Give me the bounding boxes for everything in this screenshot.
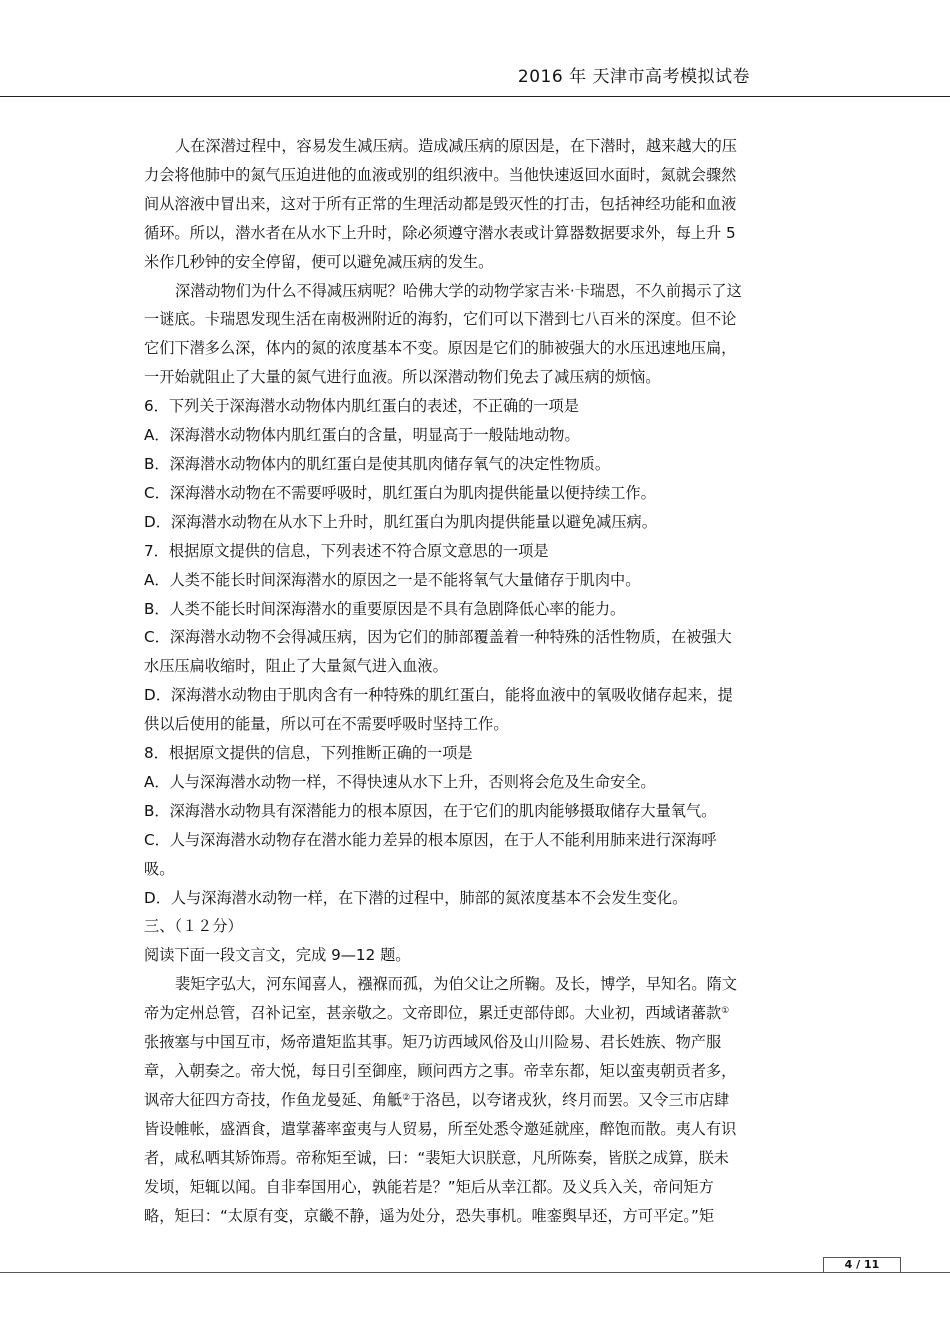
classical-text-fragment: 于洛邑，以夸诸戎狄，终月而罢。又令三市店肆 [410,1090,730,1109]
question-7-option-a: A．人类不能长时间深海潜水的原因之一是不能将氧气大量储存于肌肉中。 [144,570,641,589]
classical-text-line: 发顷，矩辄以闻。自非奉国用心，孰能若是？”矩后从幸江都。及义兵入关，帝问矩方 [144,1177,714,1196]
question-8-stem: 8．根据原文提供的信息，下列推断正确的一项是 [144,744,473,763]
paragraph-2-line: 它们下潜多么深，体内的氮的浓度基本不变。原因是它们的肺被强大的水压迅速地压扁， [144,339,737,358]
question-7-option-b: B．人类不能长时间深海潜水的重要原因是不具有急剧降低心率的能力。 [144,599,626,618]
question-7-option-d-cont: 供以后使用的能量，所以可在不需要呼吸时坚持工作。 [144,715,509,734]
question-6-stem: 6．下列关于深海潜水动物体内肌红蛋白的表述，不正确的一项是 [144,397,579,416]
section-3-heading: 三、（１２分） [144,917,243,936]
classical-text-line [144,999,804,1028]
question-6-option-c: C．深海潜水动物在不需要呼吸时，肌红蛋白为肌肉提供能量以便持续工作。 [144,483,656,502]
classical-text-line: 者，咸私哂其矫饰焉。帝称矩至诚，曰：“裴矩大识朕意，凡所陈奏，皆朕之成算，朕未 [144,1148,729,1167]
question-6-option-a: A．深海潜水动物体内肌红蛋白的含量，明显高于一般陆地动物。 [144,426,580,445]
classical-text-line: 裴矩字弘大，河东闻喜人，襁褓而孤，为伯父让之所鞠。及长，博学，早知名。隋文 [175,975,737,994]
footnote-marker-2: ② [402,1092,411,1103]
question-6-option-d: D．深海潜水动物在从水下上升时，肌红蛋白为肌肉提供能量以避免减压病。 [144,512,657,531]
footnote-marker-1: ① [721,1006,730,1017]
classical-text-fragment: 讽帝大征四方奇技，作鱼龙曼延、角觝 [144,1090,403,1109]
paragraph-2-line: 一谜底。卡瑞恩发现生活在南极洲附近的海豹，它们可以下潜到七八百米的深度。但不论 [144,310,737,329]
question-8-option-d: D．人与深海潜水动物一样，在下潜的过程中，肺部的氮浓度基本不会发生变化。 [144,888,688,907]
paragraph-1-line: 人在深潜过程中，容易发生减压病。造成减压病的原因是，在下潜时，越来越大的压 [175,137,737,155]
paragraph-2-line: 一开始就阻止了大量的氮气进行血液。所以深潜动物们免去了减压病的烦恼。 [144,368,661,387]
paragraph-1-line: 间从溶液中冒出来，这对于所有正常的生理活动都是毁灭性的打击，包括神经功能和血液 [144,194,737,213]
question-8-option-c-cont: 吸。 [144,859,175,878]
header-rule [0,96,950,97]
document-body [144,132,804,1230]
question-6-option-b: B．深海潜水动物体内的肌红蛋白是使其肌肉储存氧气的决定性物质。 [144,454,611,473]
question-8-option-c: C．人与深海潜水动物存在潜水能力差异的根本原因，在于人不能利用肺来进行深海呼 [144,830,717,849]
question-8-option-a: A．人与深海潜水动物一样，不得快速从水下上升，否则将会危及生命安全。 [144,772,656,791]
paragraph-1-line: 循环。所以，潜水者在从水下上升时，除必须遵守潜水表或计算器数据要求外，每上升 5 [144,223,736,242]
page-number: 4 / 11 [823,1257,901,1272]
question-7-option-d: D．深海潜水动物由于肌肉含有一种特殊的肌红蛋白，能将血液中的氧吸收储存起来，提 [144,686,733,705]
classical-text-line: 略，矩曰：“太原有变，京畿不静，遥为处分，恐失事机。唯銮舆早还，方可平定。”矩 [144,1206,715,1225]
question-7-option-c-cont: 水压压扁收缩时，阻止了大量氮气进入血液。 [144,657,448,676]
question-8-option-b: B．深海潜水动物具有深潜能力的根本原因，在于它们的肌肉能够摄取储存大量氧气。 [144,801,717,820]
paragraph-2-line: 深潜动物们为什么不得减压病呢？哈佛大学的动物学家吉米·卡瑞恩，不久前揭示了这 [175,281,742,300]
classical-text-fragment: 帝为定州总管，召补记室，甚亲敬之。文帝即位，累迁吏部侍郎。大业初，西域诸蕃款 [144,1004,722,1023]
question-7-stem: 7．根据原文提供的信息，下列表述不符合原文意思的一项是 [144,541,549,560]
paragraph-1-line: 力会将他肺中的氮气压迫进他的血液或别的组织液中。当他快速返回水面时，氮就会骤然 [144,165,737,184]
question-7-option-c: C．深海潜水动物不会得减压病，因为它们的肺部覆盖着一种特殊的活性物质，在被强大 [144,628,732,647]
section-3-instruction: 阅读下面一段文言文，完成 9—12 题。 [144,946,411,965]
header-title: 2016 年 天津市高考模拟试卷 [517,67,750,87]
footer-rule [0,1272,950,1273]
classical-text-line: 皆设帷帐，盛酒食，遣掌蕃率蛮夷与人贸易，所至处悉令邀延就座，醉饱而散。夷人有识 [144,1119,737,1138]
classical-text-line: 张掖塞与中国互市，炀帝遣矩监其事。矩乃访西域风俗及山川险易、君长姓族、物产服 [144,1033,722,1052]
paragraph-1-line: 米作几秒钟的安全停留，便可以避免减压病的发生。 [144,252,494,271]
classical-text-line [144,1086,804,1115]
classical-text-line: 章，入朝奏之。帝大悦，每日引至御座，顾问西方之事。帝幸东都，矩以蛮夷朝贡者多， [144,1062,737,1080]
